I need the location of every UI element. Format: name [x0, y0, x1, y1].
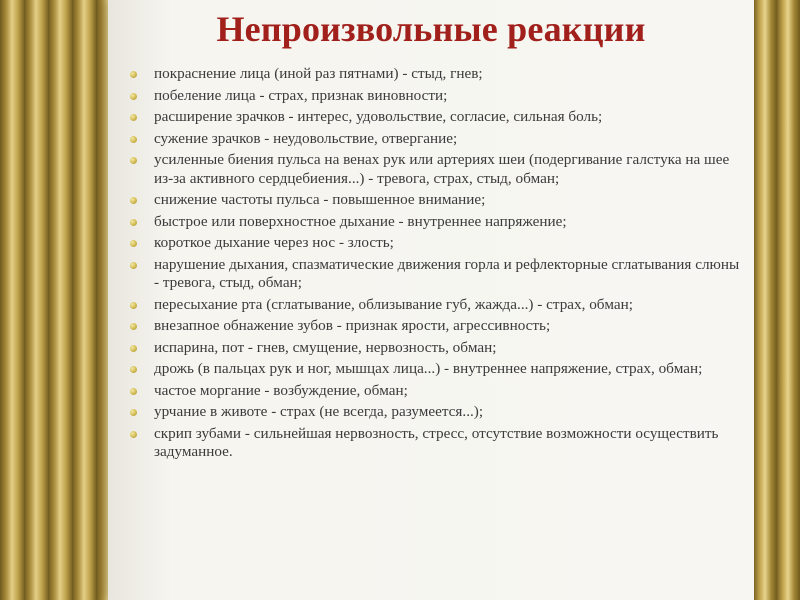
list-item-text: испарина, пот - гнев, смущение, нервозность, обман; — [154, 338, 497, 356]
gold-dot-icon — [130, 323, 137, 330]
list-item-text: усиленные биения пульса на венах рук или артериях шеи (подергивание галстука на шее из-за активного сердцебиения...) - тревога, страх, стыд, обман; — [154, 151, 730, 187]
gold-dot-icon — [130, 302, 137, 309]
left-gold-curtain — [0, 0, 120, 600]
list-item-text: дрожь (в пальцах рук и ног, мышцах лица...) - внутреннее напряжение, страх, обман; — [154, 360, 703, 377]
gold-dot-icon — [130, 366, 137, 373]
gold-dot-icon — [130, 388, 137, 395]
slide-panel — [108, 0, 754, 600]
list-item — [128, 403, 748, 422]
list-item-text: быстрое или поверхностное дыхание - внутреннее напряжение; — [154, 212, 567, 230]
list-item-text: снижение частоты пульса - повышенное внимание; — [154, 191, 486, 208]
gold-dot-icon — [130, 409, 137, 416]
gold-dot-icon — [130, 262, 137, 269]
list-item — [128, 151, 748, 188]
gold-dot-icon — [130, 345, 137, 352]
slide-title: Непроизвольные реакции — [216, 9, 646, 49]
list-item-text: пересыхание рта (сглатывание, облизывание губ, жажда...) - страх, обман; — [154, 295, 633, 313]
gold-dot-icon — [130, 114, 137, 121]
list-item-text: скрип зубами - сильнейшая нервозность, стресс, отсутствие возможности осуществить задуманное. — [154, 424, 719, 460]
list-item — [128, 130, 748, 149]
reaction-list — [128, 65, 748, 465]
list-item — [128, 360, 748, 379]
list-item — [128, 213, 748, 232]
list-item-text: урчание в животе - страх (не всегда, разумеется...); — [154, 403, 484, 420]
list-item — [128, 87, 748, 106]
gold-dot-icon — [130, 93, 137, 100]
list-item — [128, 317, 748, 336]
list-item-text: покраснение лица (иной раз пятнами) - стыд, гнев; — [154, 65, 483, 82]
list-item-text: сужение зрачков - неудовольствие, отвергание; — [154, 129, 458, 147]
list-item — [128, 256, 748, 293]
gold-dot-icon — [130, 240, 137, 247]
gold-dot-icon — [130, 71, 137, 78]
list-item-text: нарушение дыхания, спазматические движения горла и рефлекторные сглатывания слюны - тревога, стыд, обман; — [154, 255, 740, 291]
gold-dot-icon — [130, 197, 137, 204]
list-item — [128, 65, 748, 84]
list-item-text: внезапное обнажение зубов - признак ярости, агрессивность; — [154, 317, 551, 334]
list-item-text: побеление лица - страх, признак виновности; — [154, 86, 448, 104]
list-item — [128, 339, 748, 358]
gold-dot-icon — [130, 157, 137, 164]
list-item — [128, 382, 748, 401]
list-item — [128, 108, 748, 127]
gold-dot-icon — [130, 136, 137, 143]
list-item — [128, 296, 748, 315]
list-item — [128, 234, 748, 253]
list-item-text: расширение зрачков - интерес, удовольствие, согласие, сильная боль; — [154, 108, 603, 125]
list-item — [128, 191, 748, 210]
gold-dot-icon — [130, 219, 137, 226]
right-gold-curtain — [754, 0, 800, 600]
gold-dot-icon — [130, 431, 137, 438]
list-item-text: короткое дыхание через нос - злость; — [154, 234, 394, 251]
list-item — [128, 425, 748, 462]
list-item-text: частое моргание - возбуждение, обман; — [154, 381, 408, 399]
